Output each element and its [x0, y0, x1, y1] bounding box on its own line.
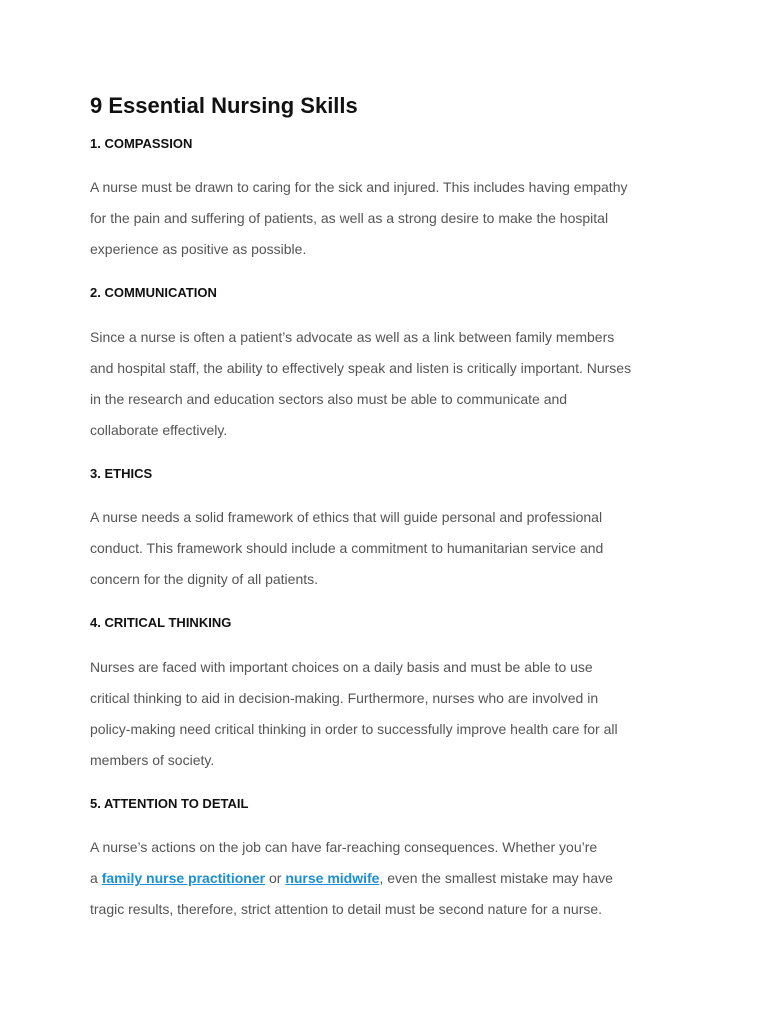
- section-heading-compassion: 1. COMPASSION: [90, 136, 193, 151]
- paragraph-line: tragic results, therefore, strict attention to detail must be second nature for a nurse.: [90, 901, 603, 917]
- section-heading-ethics: 3. ETHICS: [90, 466, 153, 481]
- page-title: 9 Essential Nursing Skills: [90, 93, 358, 118]
- paragraph-line: policy-making need critical thinking in order to successfully improve health care for all: [90, 721, 618, 737]
- line-text: a: [90, 870, 102, 886]
- paragraph-line: conduct. This framework should include a commitment to humanitarian service and: [90, 540, 604, 556]
- section-paragraph-attention-to-detail: [90, 832, 690, 925]
- line-text: , even the smallest mistake may have: [379, 870, 613, 886]
- paragraph-line: A nurse needs a solid framework of ethics that will guide personal and professional: [90, 509, 603, 525]
- section-paragraph-communication: [90, 322, 690, 446]
- paragraph-line: concern for the dignity of all patients.: [90, 571, 319, 587]
- paragraph-line-with-links: [90, 863, 690, 894]
- paragraph-line: A nurse’s actions on the job can have far-reaching consequences. Whether you’re: [90, 839, 598, 855]
- paragraph-line: critical thinking to aid in decision-making. Furthermore, nurses who are involved in: [90, 690, 599, 706]
- paragraph-line: Nurses are faced with important choices on a daily basis and must be able to use: [90, 659, 593, 675]
- paragraph-line: experience as positive as possible.: [90, 241, 307, 257]
- paragraph-line: in the research and education sectors also must be able to communicate and: [90, 391, 568, 407]
- section-paragraph-ethics: [90, 502, 690, 595]
- nurse-midwife-link[interactable]: nurse midwife: [285, 870, 380, 886]
- paragraph-line: collaborate effectively.: [90, 422, 228, 438]
- family-nurse-practitioner-link[interactable]: family nurse practitioner: [101, 870, 266, 886]
- section-heading-communication: 2. COMMUNICATION: [90, 285, 217, 300]
- section-heading-critical-thinking: 4. CRITICAL THINKING: [90, 615, 232, 630]
- paragraph-line: for the pain and suffering of patients, as well as a strong desire to make the hospital: [90, 210, 609, 226]
- paragraph-line: members of society.: [90, 752, 215, 768]
- section-paragraph-compassion: [90, 172, 690, 265]
- paragraph-line: and hospital staff, the ability to effectively speak and listen is critically important. Nurses: [90, 360, 632, 376]
- section-paragraph-critical-thinking: [90, 652, 690, 776]
- paragraph-line: A nurse must be drawn to caring for the sick and injured. This includes having empathy: [90, 179, 628, 195]
- paragraph-line: Since a nurse is often a patient’s advocate as well as a link between family members: [90, 329, 615, 345]
- line-text: or: [265, 870, 286, 886]
- section-heading-attention-to-detail: 5. ATTENTION TO DETAIL: [90, 796, 249, 811]
